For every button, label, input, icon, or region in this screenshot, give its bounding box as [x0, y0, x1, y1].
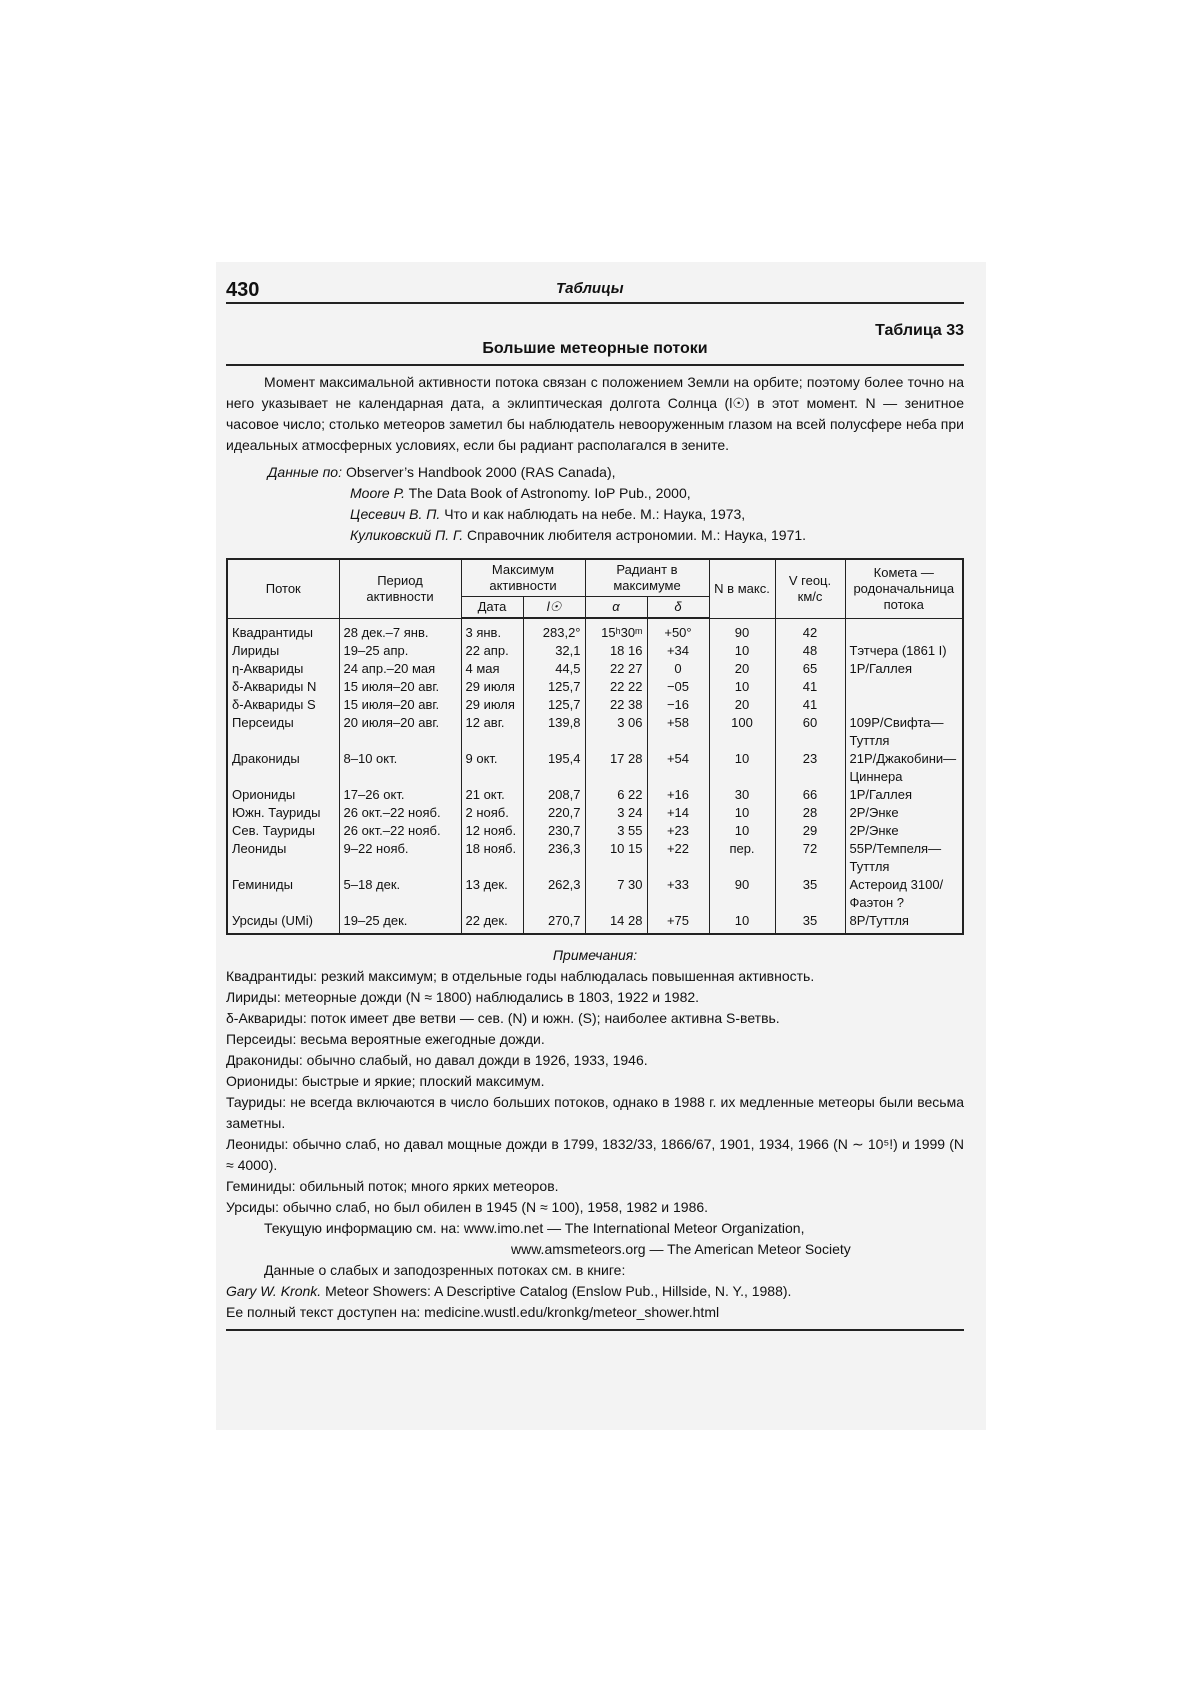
cell-delta: −05 — [647, 678, 709, 696]
cell-period: 5–18 дек. — [339, 876, 461, 912]
table-row — [227, 714, 963, 750]
header-date: Дата — [461, 597, 523, 619]
source-author: Цесевич В. П. — [350, 506, 441, 522]
note-item: δ-Аквариды: поток имеет две ветви — сев. (N) и южн. (S); наиболее активна S-ветвь. — [226, 1010, 780, 1026]
cell-n: 90 — [709, 876, 775, 912]
cell-lsun: 125,7 — [523, 696, 585, 714]
table-row — [227, 696, 963, 714]
cell-date: 13 дек. — [461, 876, 523, 912]
source-text: The Data Book of Astronomy. IoP Pub., 2000, — [408, 485, 691, 501]
cell-comet: 109P/Свифта—Туттля — [845, 714, 963, 750]
note-item: Урсиды: обычно слаб, но был обилен в 1945 (N ≈ 100), 1958, 1982 и 1986. — [226, 1199, 709, 1215]
cell-stream: Леониды — [227, 840, 339, 876]
table-row — [227, 678, 963, 696]
cell-lsun: 139,8 — [523, 714, 585, 750]
cell-alpha: 22 27 — [585, 660, 647, 678]
cell-date: 12 авг. — [461, 714, 523, 750]
page-number: 430 — [226, 279, 260, 301]
cell-alpha: 7 30 — [585, 876, 647, 912]
cell-v: 35 — [775, 912, 845, 934]
footer-rule — [226, 1329, 964, 1331]
note-item: Дракониды: обычно слабый, но давал дожди в 1926, 1933, 1946. — [226, 1052, 648, 1068]
cell-delta: +33 — [647, 876, 709, 912]
cell-comet: 2P/Энке — [845, 822, 963, 840]
cell-date: 4 мая — [461, 660, 523, 678]
header-lsun: l☉ — [523, 597, 585, 619]
cell-delta: +14 — [647, 804, 709, 822]
source-text: Справочник любителя астрономии. М.: Наука, 1971. — [467, 527, 807, 543]
cell-period: 24 апр.–20 мая — [339, 660, 461, 678]
cell-comet — [845, 678, 963, 696]
cell-n: 10 — [709, 642, 775, 660]
table-title: Большие метеорные потоки — [226, 340, 964, 366]
cell-delta: 0 — [647, 660, 709, 678]
cell-delta: −16 — [647, 696, 709, 714]
note-item: Леониды: обычно слаб, но давал мощные дожди в 1799, 1832/33, 1866/67, 1901, 1934, 1966 (N ∼ 10⁵!) и 1999 (N ≈ 4000). — [226, 1136, 964, 1173]
note-item: Тауриды: не всегда включаются в число больших потоков, однако в 1988 г. их медленные метеоры были весьма заметны. — [226, 1094, 964, 1131]
cell-lsun: 195,4 — [523, 750, 585, 786]
cell-period: 26 окт.–22 нояб. — [339, 822, 461, 840]
cell-delta: +34 — [647, 642, 709, 660]
page-content — [226, 272, 964, 1331]
table-row — [227, 618, 963, 642]
cell-stream: Южн. Тауриды — [227, 804, 339, 822]
table-row — [227, 876, 963, 912]
note-item: Квадрантиды: резкий максимум; в отдельные годы наблюдалась повышенная активность. — [226, 968, 815, 984]
source-line — [226, 483, 964, 504]
table-row — [227, 912, 963, 934]
notes — [226, 945, 964, 1323]
source-line — [226, 525, 964, 546]
links-line: Текущую информацию см. на: www.imo.net — The International Meteor Organization, — [264, 1220, 805, 1236]
note-item: Геминиды: обильный поток; много ярких метеоров. — [226, 1178, 559, 1194]
cell-delta: +23 — [647, 822, 709, 840]
cell-stream: η-Аквариды — [227, 660, 339, 678]
cell-comet: 55P/Темпеля—Туттля — [845, 840, 963, 876]
faint-intro: Данные о слабых и заподозренных потоках см. в книге: — [264, 1262, 626, 1278]
cell-comet — [845, 696, 963, 714]
cell-period: 19–25 апр. — [339, 642, 461, 660]
cell-lsun: 220,7 — [523, 804, 585, 822]
source-text: Что и как наблюдать на небе. М.: Наука, 1973, — [444, 506, 746, 522]
page-header — [226, 272, 964, 304]
source-text: Observer’s Handbook 2000 (RAS Canada), — [346, 464, 616, 480]
cell-stream: Персеиды — [227, 714, 339, 750]
sources — [226, 462, 964, 546]
cell-stream: Урсиды (UMi) — [227, 912, 339, 934]
cell-period: 19–25 дек. — [339, 912, 461, 934]
cell-lsun: 125,7 — [523, 678, 585, 696]
cell-lsun: 270,7 — [523, 912, 585, 934]
cell-date: 29 июля — [461, 678, 523, 696]
cell-date: 22 апр. — [461, 642, 523, 660]
cell-v: 23 — [775, 750, 845, 786]
source-line — [226, 462, 964, 483]
cell-alpha: 3 24 — [585, 804, 647, 822]
note-item: Лириды: метеорные дожди (N ≈ 1800) наблюдались в 1803, 1922 и 1982. — [226, 989, 700, 1005]
header-max-activity: Максимум активности — [461, 559, 585, 597]
cell-period: 9–22 нояб. — [339, 840, 461, 876]
cell-stream: δ-Аквариды N — [227, 678, 339, 696]
cell-lsun: 44,5 — [523, 660, 585, 678]
cell-date: 22 дек. — [461, 912, 523, 934]
cell-lsun: 208,7 — [523, 786, 585, 804]
cell-alpha: 6 22 — [585, 786, 647, 804]
cell-alpha: 10 15 — [585, 840, 647, 876]
cell-alpha: 17 28 — [585, 750, 647, 786]
cell-v: 28 — [775, 804, 845, 822]
cell-n: 10 — [709, 678, 775, 696]
table-body — [227, 618, 963, 934]
header-comet: Комета — родоначальница потока — [845, 559, 963, 618]
cell-v: 72 — [775, 840, 845, 876]
book-author: Gary W. Kronk. — [226, 1283, 322, 1299]
source-author: Куликовский П. Г. — [350, 527, 464, 543]
cell-comet: 1P/Галлея — [845, 660, 963, 678]
book-reference — [226, 1281, 964, 1302]
cell-delta: +58 — [647, 714, 709, 750]
cell-n: 30 — [709, 786, 775, 804]
cell-v: 65 — [775, 660, 845, 678]
cell-date: 18 нояб. — [461, 840, 523, 876]
cell-v: 35 — [775, 876, 845, 912]
cell-lsun: 236,3 — [523, 840, 585, 876]
cell-date: 9 окт. — [461, 750, 523, 786]
running-title: Таблицы — [556, 280, 624, 297]
cell-alpha: 18 16 — [585, 642, 647, 660]
cell-v: 60 — [775, 714, 845, 750]
header-period: Период активности — [339, 559, 461, 618]
header-n: N в макс. — [709, 559, 775, 618]
cell-stream: Сев. Тауриды — [227, 822, 339, 840]
cell-n: 100 — [709, 714, 775, 750]
cell-n: 10 — [709, 804, 775, 822]
cell-n: 10 — [709, 750, 775, 786]
cell-n: 90 — [709, 618, 775, 642]
cell-alpha: 22 38 — [585, 696, 647, 714]
cell-date: 21 окт. — [461, 786, 523, 804]
cell-alpha: 14 28 — [585, 912, 647, 934]
note-item: Персеиды: весьма вероятные ежегодные дожди. — [226, 1031, 545, 1047]
cell-n: 20 — [709, 696, 775, 714]
cell-period: 15 июля–20 авг. — [339, 678, 461, 696]
cell-comet — [845, 618, 963, 642]
cell-stream: δ-Аквариды S — [227, 696, 339, 714]
cell-alpha: 22 22 — [585, 678, 647, 696]
cell-n: 10 — [709, 912, 775, 934]
links-line: www.amsmeteors.org — The American Meteor Society — [511, 1241, 851, 1257]
cell-lsun: 230,7 — [523, 822, 585, 840]
table-row — [227, 786, 963, 804]
table-label: Таблица 33 — [875, 322, 964, 339]
cell-lsun: 283,2° — [523, 618, 585, 642]
cell-delta: +22 — [647, 840, 709, 876]
header-v: V геоц. км/с — [775, 559, 845, 618]
source-author: Moore P. — [350, 485, 405, 501]
cell-n: пер. — [709, 840, 775, 876]
cell-delta: +16 — [647, 786, 709, 804]
cell-v: 66 — [775, 786, 845, 804]
cell-date: 29 июля — [461, 696, 523, 714]
cell-lsun: 262,3 — [523, 876, 585, 912]
cell-v: 41 — [775, 678, 845, 696]
cell-delta: +75 — [647, 912, 709, 934]
cell-v: 41 — [775, 696, 845, 714]
sources-label: Данные по: — [267, 464, 342, 480]
cell-comet: Астероид 3100/Фаэтон ? — [845, 876, 963, 912]
table-row — [227, 750, 963, 786]
cell-alpha: 3 06 — [585, 714, 647, 750]
cell-stream: Лириды — [227, 642, 339, 660]
source-line — [226, 504, 964, 525]
cell-comet: 8P/Туттля — [845, 912, 963, 934]
cell-period: 17–26 окт. — [339, 786, 461, 804]
cell-alpha: 15ʰ30ᵐ — [585, 618, 647, 642]
table-row — [227, 804, 963, 822]
header-stream: Поток — [227, 559, 339, 618]
cell-period: 28 дек.–7 янв. — [339, 618, 461, 642]
header-radiant: Радиант в максимуме — [585, 559, 709, 597]
cell-lsun: 32,1 — [523, 642, 585, 660]
cell-delta: +54 — [647, 750, 709, 786]
cell-v: 42 — [775, 618, 845, 642]
cell-stream: Ориониды — [227, 786, 339, 804]
cell-comet: 21P/Джакобини—Циннера — [845, 750, 963, 786]
table-row — [227, 660, 963, 678]
intro-paragraph: Момент максимальной активности потока связан с положением Земли на орбите; поэтому более точно на него указывает не календарная дата, а эклиптическая долгота Солнца (l☉) в этот момент. N — зенитное часовое число; столько метеоров заметил бы наблюдатель невооруженным глазом на всей полусфере неба при идеальных атмосферных условиях, если бы радиант располагался в зените. — [226, 374, 964, 453]
table-row — [227, 840, 963, 876]
cell-delta: +50° — [647, 618, 709, 642]
cell-stream: Дракониды — [227, 750, 339, 786]
cell-n: 20 — [709, 660, 775, 678]
cell-period: 20 июля–20 авг. — [339, 714, 461, 750]
cell-n: 10 — [709, 822, 775, 840]
cell-alpha: 3 55 — [585, 822, 647, 840]
table-row — [227, 642, 963, 660]
cell-period: 8–10 окт. — [339, 750, 461, 786]
cell-comet: 2P/Энке — [845, 804, 963, 822]
meteor-showers-table — [226, 558, 964, 935]
header-delta: δ — [647, 597, 709, 619]
cell-v: 29 — [775, 822, 845, 840]
cell-stream: Геминиды — [227, 876, 339, 912]
cell-v: 48 — [775, 642, 845, 660]
cell-date: 2 нояб. — [461, 804, 523, 822]
cell-date: 3 янв. — [461, 618, 523, 642]
cell-comet: 1P/Галлея — [845, 786, 963, 804]
note-item: Ориониды: быстрые и яркие; плоский максимум. — [226, 1073, 545, 1089]
full-text-line: Ее полный текст доступен на: medicine.wustl.edu/kronkg/meteor_shower.html — [226, 1304, 720, 1320]
cell-stream: Квадрантиды — [227, 618, 339, 642]
cell-period: 26 окт.–22 нояб. — [339, 804, 461, 822]
book-text: Meteor Showers: A Descriptive Catalog (Enslow Pub., Hillside, N. Y., 1988). — [325, 1283, 792, 1299]
header-alpha: α — [585, 597, 647, 619]
table-row — [227, 822, 963, 840]
cell-period: 15 июля–20 авг. — [339, 696, 461, 714]
cell-date: 12 нояб. — [461, 822, 523, 840]
notes-title: Примечания: — [552, 947, 638, 963]
cell-comet: Тэтчера (1861 I) — [845, 642, 963, 660]
